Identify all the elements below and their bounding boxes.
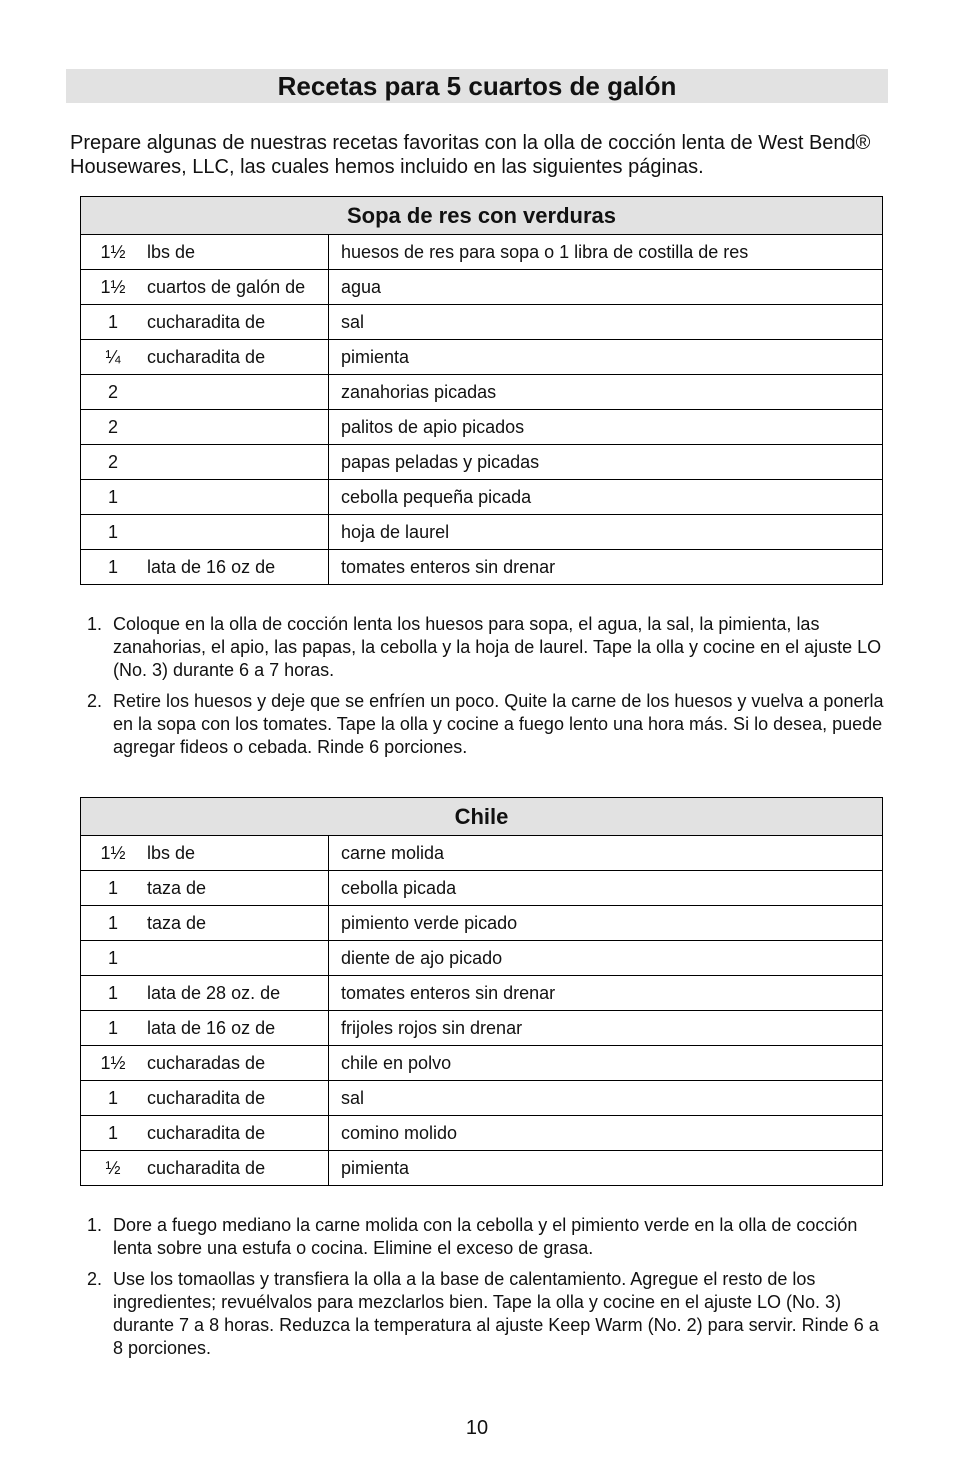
ingredient-unit: lata de 16 oz de <box>147 556 276 577</box>
ingredient-unit: taza de <box>147 912 207 933</box>
ingredient-unit: lbs de <box>147 842 196 863</box>
ingredient-row <box>81 375 883 410</box>
ingredient-row <box>81 445 883 480</box>
ingredient-row <box>81 340 883 375</box>
ingredient-name: hoja de laurel <box>329 515 883 550</box>
ingredient-quantity: ¼ <box>105 346 121 367</box>
ingredient-unit: taza de <box>147 877 207 898</box>
ingredient-name: chile en polvo <box>329 1046 883 1081</box>
ingredient-quantity: 1 <box>107 556 118 577</box>
ingredient-quantity: 2 <box>107 451 118 472</box>
ingredient-row <box>81 1046 883 1081</box>
ingredient-name: frijoles rojos sin drenar <box>329 1011 883 1046</box>
recipe-title: Chile <box>81 798 883 836</box>
ingredient-unit: cucharadita de <box>147 1122 266 1143</box>
step-number: 2. <box>87 1269 103 1289</box>
ingredient-quantity: 1 <box>107 877 118 898</box>
ingredients-list <box>81 836 883 1186</box>
ingredient-quantity: 1 <box>107 1122 118 1143</box>
ingredient-unit: cucharadita de <box>147 1157 266 1178</box>
ingredient-row <box>81 235 883 270</box>
ingredient-name: tomates enteros sin drenar <box>329 976 883 1011</box>
ingredient-row <box>81 836 883 871</box>
intro-paragraph: Prepare algunas de nuestras recetas favoritas con la olla de cocción lenta de West Bend® Housewares, LLC, las cuales hemos incluido en las siguientes páginas. <box>70 132 871 178</box>
step-number: 2. <box>87 691 103 711</box>
ingredient-name: palitos de apio picados <box>329 410 883 445</box>
ingredient-quantity: 1 <box>107 1087 118 1108</box>
step-number: 1. <box>87 614 103 634</box>
ingredient-unit: lata de 28 oz. de <box>147 982 281 1003</box>
ingredient-row <box>81 270 883 305</box>
instruction-step <box>87 690 887 759</box>
ingredient-row <box>81 550 883 585</box>
ingredient-row <box>81 871 883 906</box>
ingredient-name: pimienta <box>329 340 883 375</box>
ingredient-unit: cuartos de galón de <box>147 276 306 297</box>
ingredient-row <box>81 480 883 515</box>
ingredient-name: sal <box>329 305 883 340</box>
ingredient-name: huesos de res para sopa o 1 libra de costilla de res <box>329 235 883 270</box>
step-text: Use los tomaollas y transfiera la olla a la base de calentamiento. Agregue el resto de los ingredientes; revuélvalos para mezclarlos bien. Tape la olla y cocine en el ajuste LO (No. 3) durante 7 a 8 horas. Reduzca la temperatura al ajuste Keep Warm (No. 2) para servir. Rinde 6 a 8 porciones. <box>113 1269 879 1358</box>
ingredient-unit: cucharadita de <box>147 311 266 332</box>
ingredient-quantity: 1½ <box>100 1052 126 1073</box>
ingredient-row <box>81 410 883 445</box>
ingredient-name: sal <box>329 1081 883 1116</box>
recipe-title: Sopa de res con verduras <box>81 197 883 235</box>
ingredient-row <box>81 1116 883 1151</box>
ingredient-quantity: 1 <box>107 982 118 1003</box>
step-text: Coloque en la olla de cocción lenta los huesos para sopa, el agua, la sal, la pimienta, las zanahorias, el apio, las papas, la cebolla y la hoja de laurel. Tape la olla y cocine en el ajuste LO (No. 3) durante 6 a 7 horas. <box>113 614 882 680</box>
ingredient-row <box>81 515 883 550</box>
step-number: 1. <box>87 1215 103 1235</box>
instructions-list <box>87 613 887 767</box>
ingredient-unit: cucharadas de <box>147 1052 266 1073</box>
instruction-step <box>87 1214 887 1260</box>
page-title: Recetas para 5 cuartos de galón <box>66 69 888 103</box>
ingredient-row <box>81 906 883 941</box>
instructions-list <box>87 1214 887 1368</box>
recipe-table-chile <box>80 797 883 1186</box>
ingredient-quantity: ½ <box>105 1157 121 1178</box>
ingredient-name: cebolla picada <box>329 871 883 906</box>
ingredient-quantity: 1 <box>107 1017 118 1038</box>
ingredient-row <box>81 1011 883 1046</box>
instruction-step <box>87 1268 887 1360</box>
step-text: Retire los huesos y deje que se enfríen un poco. Quite la carne de los huesos y vuelva a ponerla en la sopa con los tomates. Tape la olla y cocine a fuego lento una hora más. Si lo desea, puede agregar fideos o cebada. Rinde 6 porciones. <box>113 691 884 757</box>
ingredient-quantity: 1½ <box>100 842 126 863</box>
ingredient-name: papas peladas y picadas <box>329 445 883 480</box>
ingredient-quantity: 2 <box>107 381 118 402</box>
ingredient-quantity: 1½ <box>100 241 126 262</box>
ingredient-name: cebolla pequeña picada <box>329 480 883 515</box>
ingredient-name: zanahorias picadas <box>329 375 883 410</box>
ingredient-quantity: 1 <box>107 521 118 542</box>
page-number: 10 <box>465 1417 489 1439</box>
ingredient-quantity: 1½ <box>100 276 126 297</box>
ingredient-quantity: 2 <box>107 416 118 437</box>
ingredient-name: agua <box>329 270 883 305</box>
ingredient-name: diente de ajo picado <box>329 941 883 976</box>
ingredient-row <box>81 1081 883 1116</box>
ingredient-row <box>81 941 883 976</box>
step-text: Dore a fuego mediano la carne molida con la cebolla y el pimiento verde en la olla de cocción lenta sobre una estufa o cocina. Elimine el exceso de grasa. <box>113 1215 858 1258</box>
ingredient-name: carne molida <box>329 836 883 871</box>
ingredient-quantity: 1 <box>107 311 118 332</box>
instruction-step <box>87 613 887 682</box>
ingredient-quantity: 1 <box>107 486 118 507</box>
ingredient-unit: cucharadita de <box>147 1087 266 1108</box>
ingredient-quantity: 1 <box>107 947 118 968</box>
ingredients-list <box>81 235 883 585</box>
ingredient-name: tomates enteros sin drenar <box>329 550 883 585</box>
ingredient-name: comino molido <box>329 1116 883 1151</box>
recipe-table-sopa <box>80 196 883 585</box>
ingredient-unit: lata de 16 oz de <box>147 1017 276 1038</box>
ingredient-row <box>81 305 883 340</box>
ingredient-name: pimiento verde picado <box>329 906 883 941</box>
ingredient-unit: cucharadita de <box>147 346 266 367</box>
ingredient-row <box>81 976 883 1011</box>
ingredient-row <box>81 1151 883 1186</box>
ingredient-unit: lbs de <box>147 241 196 262</box>
ingredient-quantity: 1 <box>107 912 118 933</box>
ingredient-name: pimienta <box>329 1151 883 1186</box>
